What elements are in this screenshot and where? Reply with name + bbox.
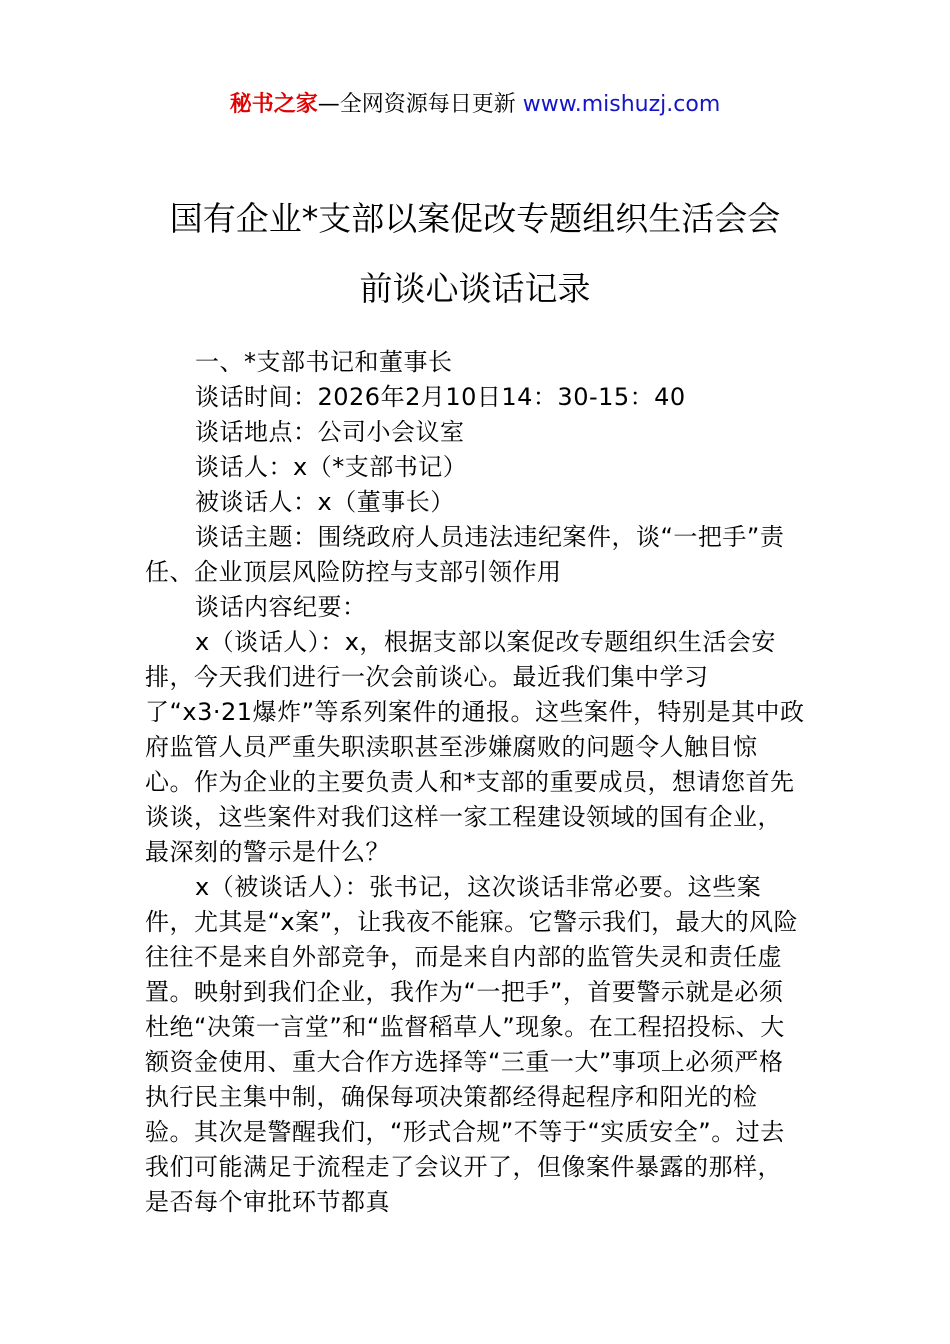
document-body (145, 345, 805, 1220)
title-line-1: 国有企业*支部以案促改专题组织生活会会 (169, 199, 781, 238)
brand-name: 秘书之家 (229, 92, 318, 117)
interviewer-statement: x（谈话人）：x，根据支部以案促改专题组织生活会安排，今天我们进行一次会前谈心。最近我们集中学习了“x3·21爆炸”等系列案件的通报。这些案件，特别是其中政府监管人员严重失职渎职甚至涉嫌腐败的问题令人触目惊心。作为企业的主要负责人和*支部的重要成员，想请您首先谈谈，这些案件对我们这样一家工程建设领域的国有企业，最深刻的警示是什么？ (145, 628, 805, 866)
title-line-2: 前谈心谈话记录 (359, 269, 591, 308)
site-header (0, 88, 950, 122)
meeting-time: 谈话时间：2026年2月10日14：30-15：40 (195, 383, 686, 411)
minutes-label: 谈话内容纪要： (195, 593, 367, 621)
document-title (0, 184, 950, 324)
interviewee-statement: x（被谈话人）：张书记，这次谈话非常必要。这些案件，尤其是“x案”，让我夜不能寐。它警示我们，最大的风险往往不是来自外部竞争，而是来自内部的监管失灵和责任虚置。映射到我们企业，我作为“一把手”，首要警示就是必须杜绝“决策一言堂”和“监督稻草人”现象。在工程招投标、大额资金使用、重大合作方选择等“三重一大”事项上必须严格执行民主集中制，确保每项决策都经得起程序和阳光的检验。其次是警醒我们，“形式合规”不等于“实质安全”。过去我们可能满足于流程走了会议开了，但像案件暴露的那样，是否每个审批环节都真 (145, 873, 799, 1216)
section-heading: 一、*支部书记和董事长 (195, 348, 453, 376)
interviewee: 被谈话人：x（董事长） (195, 488, 455, 516)
header-tagline: —全网资源每日更新 (317, 92, 523, 117)
interviewer: 谈话人：x（*支部书记） (195, 453, 468, 481)
site-url[interactable]: www.mishuzj.com (522, 92, 721, 117)
meeting-location: 谈话地点：公司小会议室 (195, 418, 465, 446)
meeting-topic: 谈话主题：围绕政府人员违法违纪案件，谈“一把手”责任、企业顶层风险防控与支部引领作用 (145, 523, 785, 586)
